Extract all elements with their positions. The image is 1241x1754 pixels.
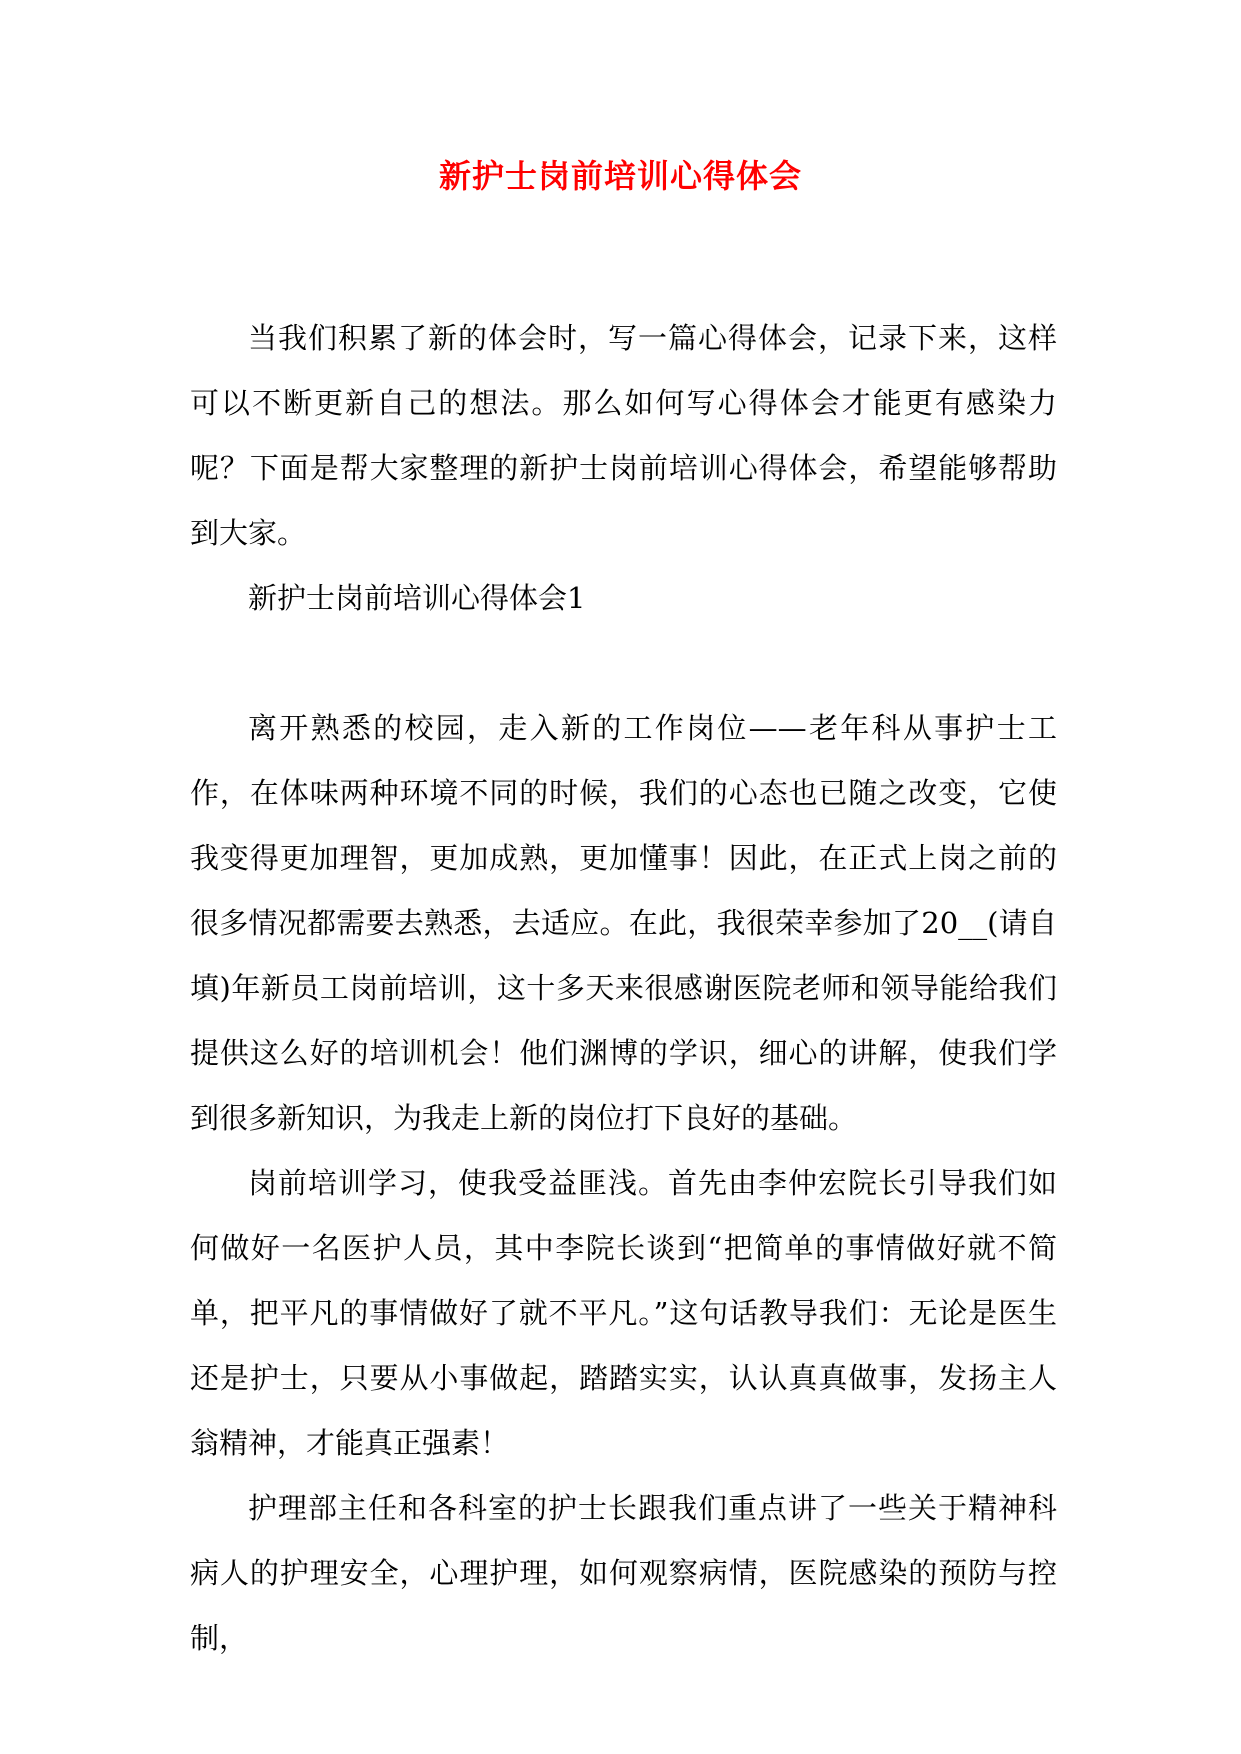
- intro-paragraph: 当我们积累了新的体会时，写一篇心得体会，记录下来，这样可以不断更新自己的想法。那么如何写心得体会才能更有感染力呢？下面是帮大家整理的新护士岗前培训心得体会，希望能够帮助到大家。: [190, 321, 1057, 550]
- document-title: 新护士岗前培训心得体会: [438, 157, 802, 195]
- body-paragraph-2: 岗前培训学习，使我受益匪浅。首先由李仲宏院长引导我们如何做好一名医护人员，其中李院长谈到“把简单的事情做好就不简单，把平凡的事情做好了就不平凡。”这句话教导我们：无论是医生还是护士，只要从小事做起，踏踏实实，认认真真做事，发扬主人翁精神，才能真正强素！: [190, 1166, 1057, 1460]
- body-paragraph-3: 护理部主任和各科室的护士长跟我们重点讲了一些关于精神科病人的护理安全，心理护理，如何观察病情，医院感染的预防与控制，: [190, 1491, 1057, 1655]
- body-paragraph-1: 离开熟悉的校园，走入新的工作岗位——老年科从事护士工作，在体味两种环境不同的时候，我们的心态也已随之改变，它使我变得更加理智，更加成熟，更加懂事！因此，在正式上岗之前的很多情况都需要去熟悉，去适应。在此，我很荣幸参加了20__(请自填)年新员工岗前培训，这十多天来很感谢医院老师和领导能给我们提供这么好的培训机会！他们渊博的学识，细心的讲解，使我们学到很多新知识，为我走上新的岗位打下良好的基础。: [190, 711, 1057, 1135]
- document-body: [190, 306, 1057, 1671]
- section-spacer: [190, 631, 1057, 696]
- section-heading: 新护士岗前培训心得体会1: [248, 581, 586, 615]
